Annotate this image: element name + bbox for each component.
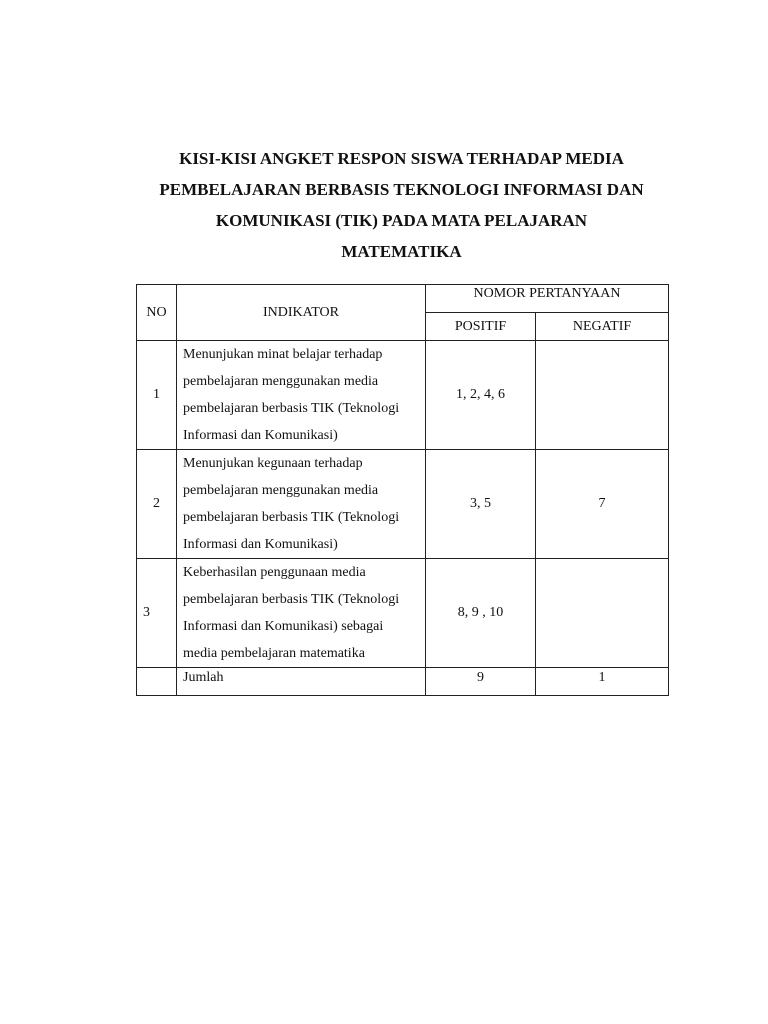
header-negatif: NEGATIF bbox=[536, 313, 669, 341]
row-positif: 1, 2, 4, 6 bbox=[426, 341, 536, 450]
total-label: Jumlah bbox=[177, 668, 426, 696]
total-no-empty bbox=[137, 668, 177, 696]
indikator-line: pembelajaran menggunakan media bbox=[183, 374, 379, 389]
table-row bbox=[137, 341, 669, 450]
row-positif: 8, 9 , 10 bbox=[426, 559, 536, 668]
title-line-4: MATEMATIKA bbox=[341, 242, 462, 261]
table-row bbox=[137, 559, 669, 668]
document-title bbox=[100, 143, 703, 267]
total-positif: 9 bbox=[426, 668, 536, 696]
title-line-2: PEMBELAJARAN BERBASIS TEKNOLOGI INFORMASI DAN bbox=[159, 180, 644, 199]
indikator-line: Menunjukan minat belajar terhadap bbox=[183, 347, 383, 362]
indikator-line: Menunjukan kegunaan terhadap bbox=[183, 456, 363, 471]
indikator-line: pembelajaran berbasis TIK (Teknologi bbox=[183, 510, 400, 525]
indikator-line: pembelajaran berbasis TIK (Teknologi bbox=[183, 592, 400, 607]
table-row bbox=[137, 450, 669, 559]
header-no: NO bbox=[137, 285, 177, 341]
row-positif: 3, 5 bbox=[426, 450, 536, 559]
row-indikator bbox=[177, 559, 426, 668]
row-indikator bbox=[177, 341, 426, 450]
title-line-3: KOMUNIKASI (TIK) PADA MATA PELAJARAN bbox=[215, 211, 588, 230]
row-no: 1 bbox=[137, 341, 177, 450]
row-no: 2 bbox=[137, 450, 177, 559]
header-row bbox=[137, 285, 669, 313]
indikator-line: Informasi dan Komunikasi) sebagai bbox=[183, 619, 384, 634]
indikator-line: Keberhasilan penggunaan media bbox=[183, 565, 366, 580]
indikator-line: pembelajaran menggunakan media bbox=[183, 483, 379, 498]
title-line-1: KISI-KISI ANGKET RESPON SISWA TERHADAP MEDIA bbox=[179, 149, 624, 168]
header-positif: POSITIF bbox=[426, 313, 536, 341]
total-negatif: 1 bbox=[536, 668, 669, 696]
kisi-kisi-table bbox=[136, 284, 669, 696]
row-no: 3 bbox=[137, 559, 177, 668]
row-negatif bbox=[536, 341, 669, 450]
total-row bbox=[137, 668, 669, 696]
indikator-line: pembelajaran berbasis TIK (Teknologi bbox=[183, 401, 400, 416]
row-negatif: 7 bbox=[536, 450, 669, 559]
header-indikator: INDIKATOR bbox=[177, 285, 426, 341]
header-nomor-pertanyaan: NOMOR PERTANYAAN bbox=[426, 285, 669, 313]
indikator-line: Informasi dan Komunikasi) bbox=[183, 428, 338, 443]
indikator-line: media pembelajaran matematika bbox=[183, 646, 365, 661]
indikator-line: Informasi dan Komunikasi) bbox=[183, 537, 338, 552]
row-indikator bbox=[177, 450, 426, 559]
row-negatif bbox=[536, 559, 669, 668]
